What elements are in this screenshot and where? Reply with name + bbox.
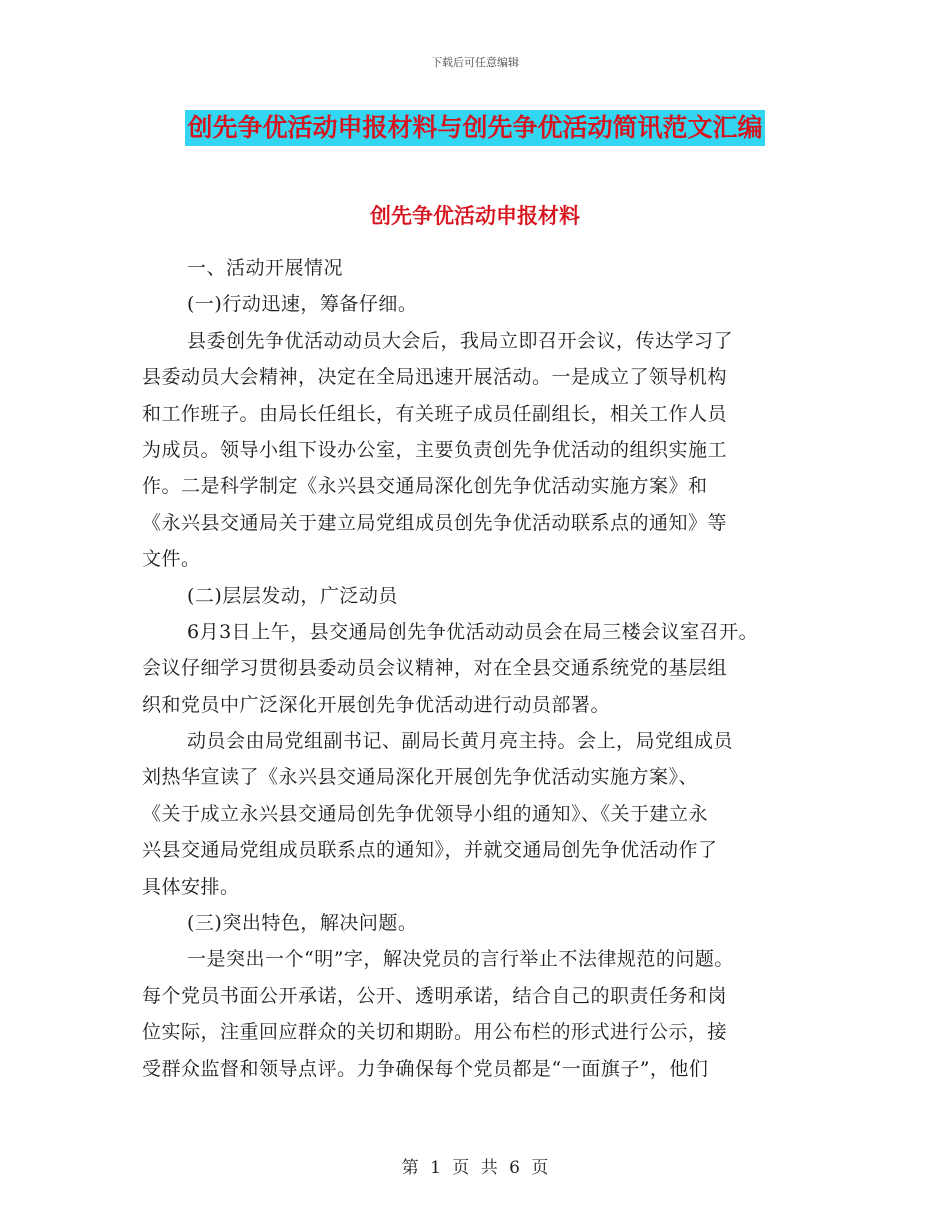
paragraph-line: 作。二是科学制定《永兴县交通局深化创先争优活动实施方案》和 — [142, 475, 708, 498]
section-title: 创先争优活动申报材料 — [370, 204, 580, 228]
body-text — [142, 250, 822, 1087]
paragraph-line: 位实际，注重回应群众的关切和期盼。用公布栏的形式进行公示，接 — [142, 1021, 728, 1044]
paragraph-line: 会议仔细学习贯彻县委动员会议精神，对在全县交通系统党的基层组 — [142, 657, 728, 680]
paragraph-line: (三)突出特色，解决问题。 — [187, 912, 418, 935]
paragraph-line: 县委创先争优活动动员大会后，我局立即召开会议，传达学习了 — [187, 329, 734, 352]
paragraph-line: 《永兴县交通局关于建立局党组成员创先争优活动联系点的通知》等 — [142, 511, 728, 534]
page-footer: 第 1 页 共 6 页 — [401, 1158, 549, 1178]
paragraph-line: (二)层层发动，广泛动员 — [187, 584, 398, 607]
paragraph-line: 具体安排。 — [142, 875, 240, 898]
paragraph-line: 动员会由局党组副书记、副局长黄月亮主持。会上，局党组成员 — [187, 730, 734, 753]
paragraph-line: 一是突出一个“明”字，解决党员的言行举止不法律规范的问题。 — [187, 948, 734, 971]
paragraph-line: 《关于成立永兴县交通局创先争优领导小组的通知》、《关于建立永 — [142, 802, 709, 825]
paragraph-line: 受群众监督和领导点评。力争确保每个党员都是“一面旗子”，他们 — [142, 1057, 709, 1080]
document-title-container — [0, 110, 950, 146]
paragraph-line: 县委动员大会精神，决定在全局迅速开展活动。一是成立了领导机构 — [142, 366, 728, 389]
paragraph-line: 6月3日上午，县交通局创先争优活动动员会在局三楼会议室召开。 — [187, 620, 759, 643]
paragraph-line: 刘热华宣读了《永兴县交通局深化开展创先争优活动实施方案》、 — [142, 766, 699, 789]
paragraph-line: 织和党员中广泛深化开展创先争优活动进行动员部署。 — [142, 693, 611, 716]
document-title: 创先争优活动申报材料与创先争优活动简讯范文汇编 — [185, 110, 764, 146]
paragraph-line: 为成员。领导小组下设办公室，主要负责创先争优活动的组织实施工 — [142, 438, 728, 461]
paragraph-line: 每个党员书面公开承诺，公开、透明承诺，结合自己的职责任务和岗 — [142, 984, 728, 1007]
paragraph-line: 和工作班子。由局长任组长，有关班子成员任副组长，相关工作人员 — [142, 402, 728, 425]
paragraph-line: 文件。 — [142, 548, 201, 571]
paragraph-line: 兴县交通局党组成员联系点的通知》，并就交通局创先争优活动作了 — [142, 839, 718, 862]
header-note: 下载后可任意编辑 — [431, 56, 519, 69]
paragraph-line: 一、活动开展情况 — [187, 257, 344, 279]
paragraph-line: (一)行动迅速，筹备仔细。 — [187, 293, 418, 316]
